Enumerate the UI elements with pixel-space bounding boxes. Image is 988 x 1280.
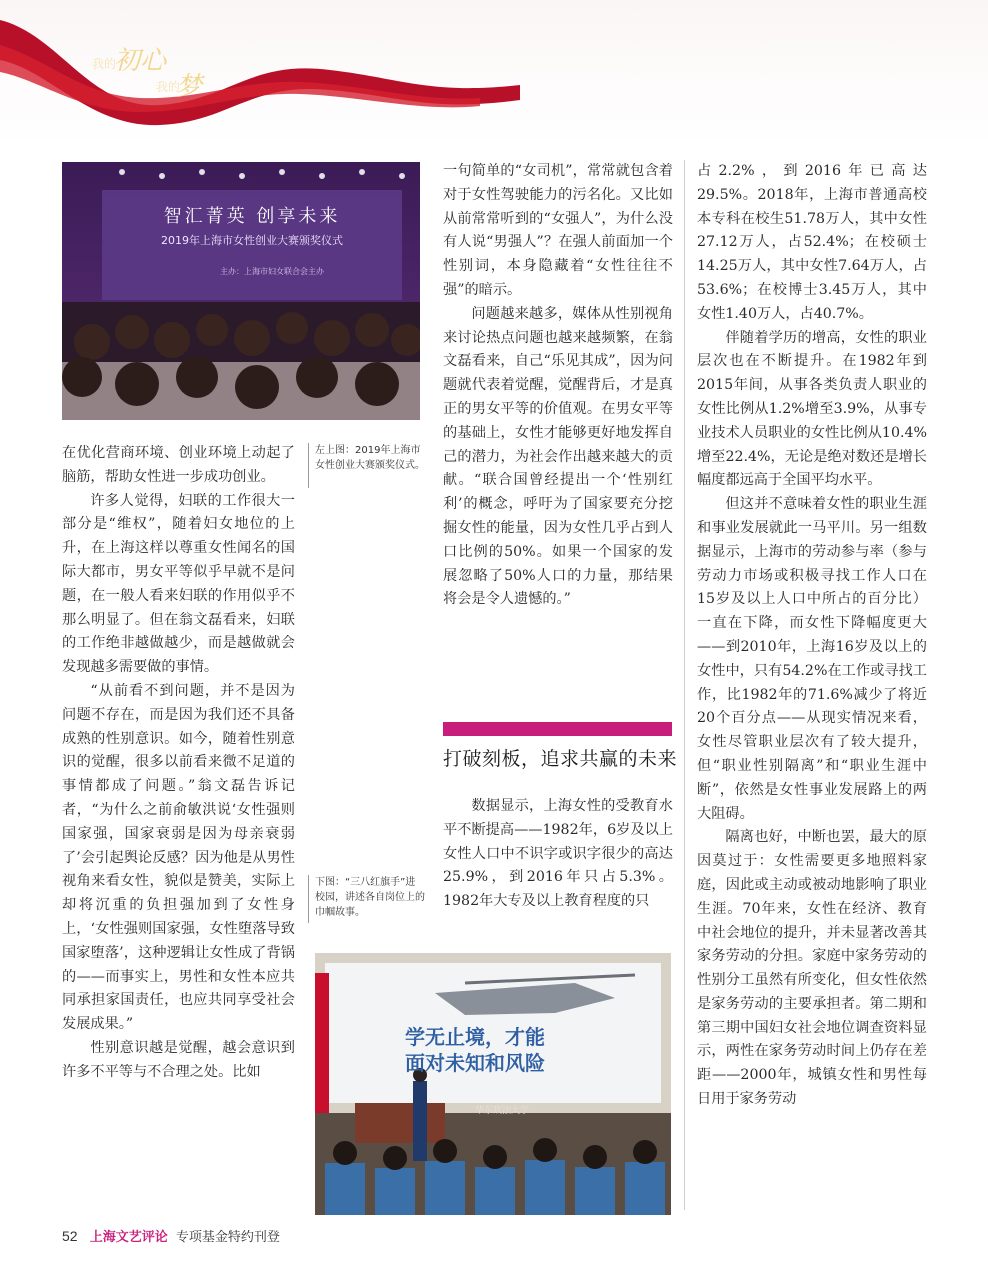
paragraph: 性别意识越是觉醒，越会意识到许多不平等与不合理之处。比如 xyxy=(62,1039,295,1080)
screen-subtitle: 2019年上海市女性创业大赛颁奖仪式 xyxy=(161,234,343,247)
page-number: 52 xyxy=(62,1228,78,1244)
paragraph: 问题越来越多，媒体从性别视角来讨论热点问题也越来越频繁，在翁文磊看来，自己“乐见其成”，因为问题就代表着觉醒，觉醒背后，才是真正的男女平等的价值观。在男女平等的基础上，女性才能够更好地发挥自己的潜力，为社会作出越来越大的贡献。“联合国曾经提出一个‘性别红利’的概念，呼吁为了国家要充分挖掘女性的能量，因为女性几乎占到人口比例的50%。如果一个国家的发展忽略了50%人口的力量，那结果将会是令人遗憾的。” xyxy=(443,305,673,608)
banner-text-2: 初心 xyxy=(114,46,167,76)
screen-title: 智汇菁英 创享未来 xyxy=(163,206,341,227)
column-divider xyxy=(684,160,685,1210)
award-ceremony-photo xyxy=(62,162,420,420)
footer-note: 专项基金特约刊登 xyxy=(175,1230,280,1245)
lecture-scene xyxy=(315,953,671,1215)
paragraph: 伴随着学历的增高，女性的职业层次也在不断提升。在1982年到2015年间，从事各类负责人职业的女性比例从1.2%增至3.9%，从事专业技术人员职业的女性比例从10.4%增至22.4%，无论是绝对数还是增长幅度都远高于全国平均水平。 xyxy=(697,329,927,489)
section-accent-bar xyxy=(443,722,672,736)
magazine-name: 上海文艺评论 xyxy=(89,1230,168,1245)
banner-text-4: 梦 xyxy=(176,72,203,102)
header-banner xyxy=(0,0,988,145)
banner-text-1: 我的 xyxy=(92,57,117,71)
article-column-1 xyxy=(62,442,295,1085)
photo-caption-top: 左上图：2019年上海市女性创业大赛颁奖仪式。 xyxy=(315,445,425,471)
paragraph: 但这并不意味着女性的职业生涯和事业发展就此一马平川。另一组数据显示，上海市的劳动参与率（参与劳动力市场或积极寻找工作人口在15岁及以上人口中所占的百分比）一直在下降，而女性下降幅度更大——到2010年，上海16岁及以上的女性中，只有54.2%在工作或寻找工作，比1982年的71.6%减少了将近20个百分点——从现实情况来看，女性尽管职业层次有了较大提升，但“职业性别隔离”和“职业生涯中断”，依然是女性事业发展路上的两大阻碍。 xyxy=(697,496,927,822)
slide-text-1: 学无止境，才能 xyxy=(405,1025,545,1049)
article-column-3-continued xyxy=(443,795,673,914)
paragraph: “从前看不到问题，并不是因为问题不存在，而是因为我们还不具备成熟的性别意识。如今，随着性别意识的觉醒，很多以前看来微不足道的事情都成了问题。”翁文磊告诉记者，“为什么之前俞敏洪说‘女性强则国家强，国家衰弱是因为母亲衰弱了’会引起舆论反感？因为他是从男性视角来看女性，貌似是赞美，实际上却将沉重的负担强加到了女性身上，‘女性强则国家强，女性堕落导致国家堕落’，这种逻辑让女性成了背锅的——而事实上，男性和女性本应共同承担家国责任，也应共同享受社会发展成果。” xyxy=(62,682,295,1033)
paragraph: 占2.2%，到2016年已高达29.5%。2018年，上海市普通高校本专科在校生51.78万人，其中女性27.12万人，占52.4%；在校硕士14.25万人，其中女性7.64万人，占53.6%；在校博士3.45万人，其中女性1.40万人，占40.7%。 xyxy=(697,163,927,322)
article-column-3 xyxy=(443,160,673,612)
section-heading: 打破刻板，追求共赢的未来 xyxy=(443,748,678,770)
article-column-4 xyxy=(697,160,927,1112)
paragraph: 许多人觉得，妇联的工作很大一部分是“维权”，随着妇女地位的上升，在上海这样以尊重女性闻名的国际大都市，男女平等似乎早就不是问题，在一般人看来妇联的作用似乎不那么明显了。但在翁文磊看来，妇联的工作绝非越做越少，而是越做就会发现越多需要做的事情。 xyxy=(62,492,295,676)
ceremony-scene xyxy=(62,162,420,420)
paragraph: 在优化营商环境、创业环境上动起了脑筋，帮助女性进一步成功创业。 xyxy=(62,445,295,485)
caption-rule-bottom xyxy=(308,875,309,923)
caption-rule-top xyxy=(308,443,309,488)
banner-text-3: 我的 xyxy=(156,80,181,94)
photo-caption-bottom: 下图：“三八红旗手”进校园，讲述各自岗位上的巾帼故事。 xyxy=(315,877,425,918)
paragraph: 一句简单的“女司机”，常常就包含着对于女性驾驶能力的污名化。又比如从前常常听到的“女强人”，为什么没有人说“男强人”？在强人前面加一个性别词，本身隐藏着“女性往往不强”的暗示。 xyxy=(443,163,673,298)
slide-text-2: 面对未知和风险 xyxy=(405,1051,545,1075)
screen-small-text: 主办：上海市妇女联合会主办 xyxy=(220,267,324,276)
page-footer xyxy=(62,1226,280,1245)
paragraph: 隔离也好，中断也罢，最大的原因莫过于：女性需要更多地照料家庭，因此或主动或被动地影响了职业生涯。70年来，女性在经济、教育中社会地位的提升，并未显著改善其家务劳动的分担。家庭中家务劳动的性别分工虽然有所变化，但女性依然是家务劳动的主要承担者。第二期和第三期中国妇女社会地位调查资料显示，两性在家务劳动时间上仍存在差距——2000年，城镇女性和男性每日用于家务劳动 xyxy=(697,829,927,1108)
campus-talk-photo xyxy=(315,953,671,1215)
red-ribbon-graphic xyxy=(0,0,600,145)
podium-label: 华东政法大学 xyxy=(475,1106,530,1116)
paragraph: 数据显示，上海女性的受教育水平不断提高——1982年，6岁及以上女性人口中不识字或识字很少的高达25.9%，到2016年只占5.3%。1982年大专及以上教育程度的只 xyxy=(443,798,673,910)
